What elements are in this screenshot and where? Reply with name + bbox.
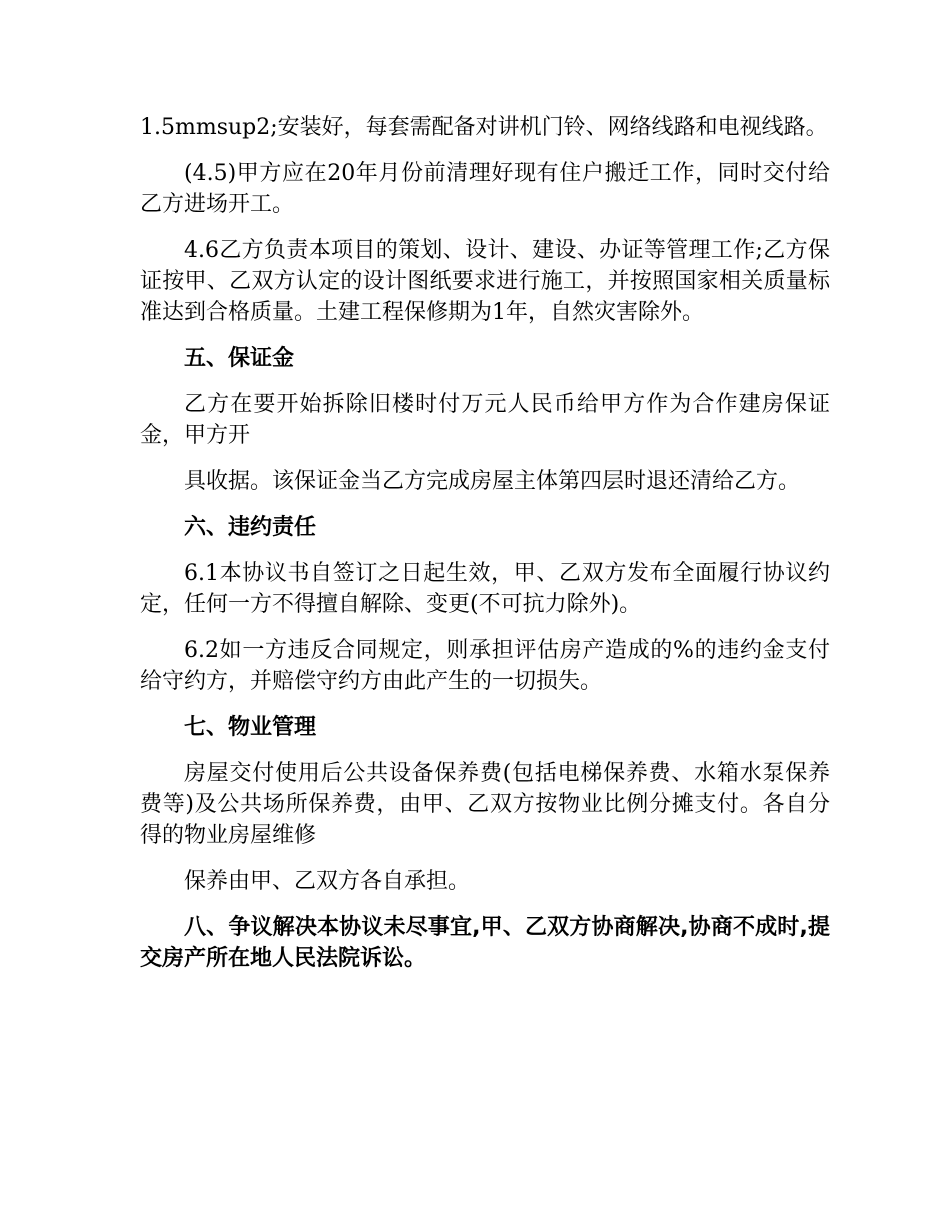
paragraph-installation: 1.5mmsup2;安装好，每套需配备对讲机门铃、网络线路和电视线路。 xyxy=(140,115,828,140)
paragraph-maintenance-responsibility: 保养由甲、乙双方各自承担。 xyxy=(184,869,471,894)
paragraph-clause-4-5: (4.5)甲方应在20年月份前清理好现有住户搬迁工作，同时交付给乙方进场开工。 xyxy=(140,161,830,217)
document-page xyxy=(140,112,830,989)
section-heading-property-management: 七、物业管理 xyxy=(184,715,317,740)
section-heading-liability: 六、违约责任 xyxy=(184,515,317,540)
paragraph-clause-6-2: 6.2如一方违反合同规定，则承担评估房产造成的%的违约金支付给守约方，并赔偿守约方由此产生的一切损失。 xyxy=(140,638,830,694)
paragraph-clause-4-6: 4.6乙方负责本项目的策划、设计、建设、办证等管理工作;乙方保证按甲、乙双方认定的设计图纸要求进行施工，并按照国家相关质量标准达到合格质量。土建工程保修期为1年，自然灾害除外。 xyxy=(140,238,830,325)
paragraph-deposit-payment: 乙方在要开始拆除旧楼时付万元人民币给甲方作为合作建房保证金，甲方开 xyxy=(140,392,830,448)
paragraph-dispute-resolution: 八、争议解决本协议未尽事宜,甲、乙双方协商解决,协商不成时,提交房产所在地人民法院诉讼。 xyxy=(140,915,830,971)
paragraph-deposit-receipt: 具收据。该保证金当乙方完成房屋主体第四层时退还清给乙方。 xyxy=(184,469,801,494)
paragraph-clause-6-1: 6.1本协议书自签订之日起生效，甲、乙双方发布全面履行协议约定，任何一方不得擅自解除、变更(不可抗力除外)。 xyxy=(140,561,830,617)
paragraph-maintenance-fees: 房屋交付使用后公共设备保养费(包括电梯保养费、水箱水泵保养费等)及公共场所保养费，由甲、乙双方按物业比例分摊支付。各自分得的物业房屋维修 xyxy=(140,761,830,848)
section-heading-deposit: 五、保证金 xyxy=(184,346,295,371)
